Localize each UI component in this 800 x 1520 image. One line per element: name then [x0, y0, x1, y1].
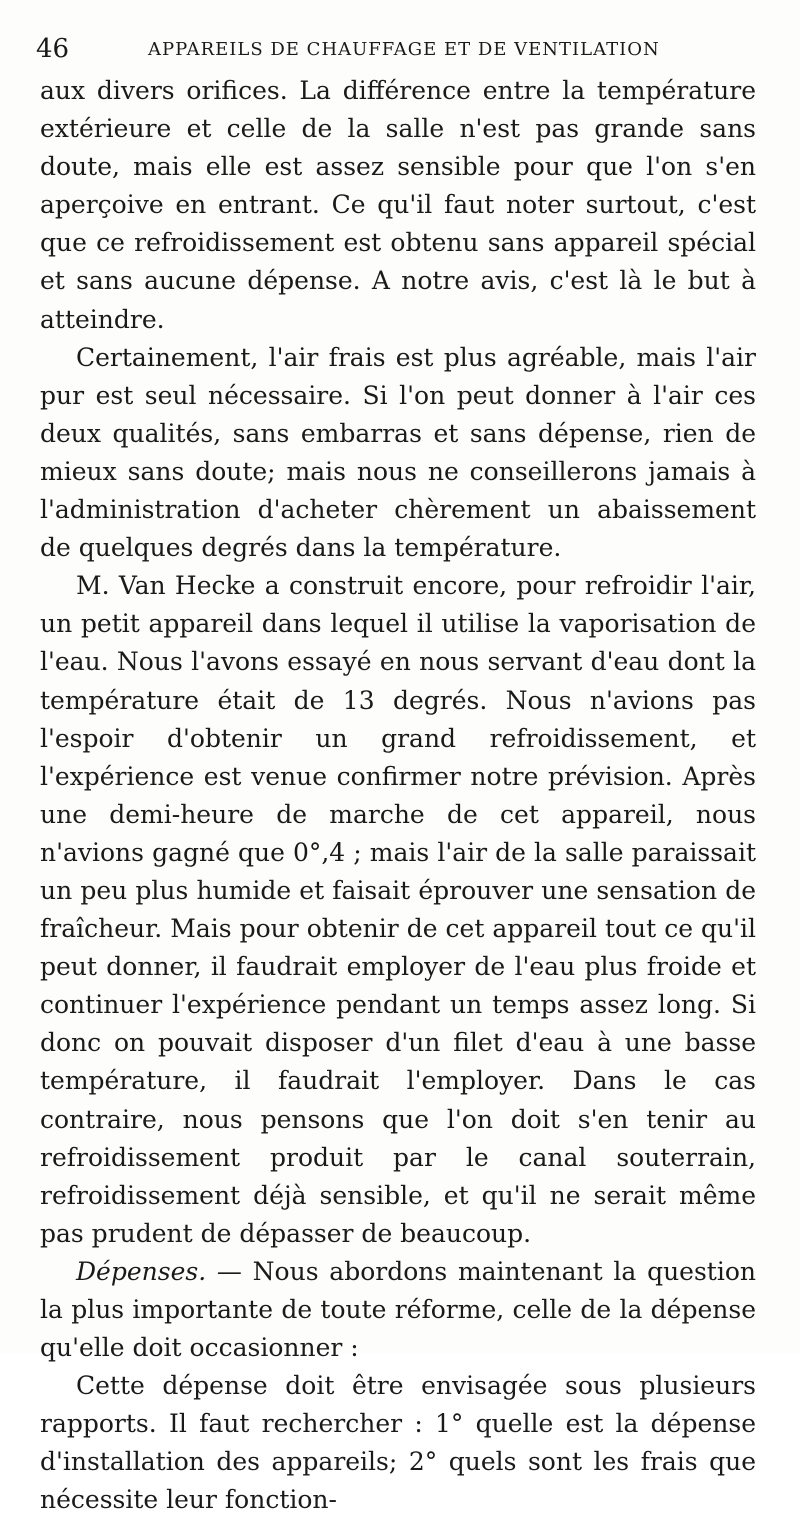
paragraph-text: aux divers orifices. La différence entre la température extérieure et celle de la salle n'est pas grande sans doute, mais elle est assez sensible pour que l'on s'en aperçoive en entrant. Ce qu'il faut noter surtout, c'est que ce refroidissement est obtenu sans appareil spécial et sans aucune dépense. A notre avis, c'est là le but à atteindre. [40, 76, 756, 334]
page-number: 46 [36, 34, 70, 64]
body-text [40, 72, 756, 1520]
paragraph-3 [40, 567, 756, 1253]
paragraph-1 [40, 72, 756, 339]
paragraph-5 [40, 1367, 756, 1519]
paragraph-text: — Nous abordons maintenant la question la plus importante de toute réforme, celle de la dépense qu'elle doit occasionner : [40, 1256, 756, 1363]
paragraph-text: Cette dépense doit être envisagée sous plusieurs rapports. Il faut rechercher : 1° quelle est la dépense d'installation des appareils; 2° quels sont les frais que nécessite leur fonction- [40, 1371, 756, 1515]
page-header [36, 34, 766, 68]
paragraph-4 [40, 1253, 756, 1367]
paragraph-text: Certainement, l'air frais est plus agréable, mais l'air pur est seul nécessaire. Si l'on peut donner à l'air ces deux qualités, sans embarras et sans dépense, rien de mieux sans doute; mais nous ne conseillerons jamais à l'administration d'acheter chèrement un abaissement de quelques degrés dans la température. [40, 342, 756, 563]
section-label: Dépenses. [76, 1256, 207, 1286]
running-head: APPAREILS DE CHAUFFAGE ET DE VENTILATION [148, 39, 660, 60]
paragraph-2 [40, 339, 756, 568]
paragraph-text: M. Van Hecke a construit encore, pour refroidir l'air, un petit appareil dans lequel il utilise la vaporisation de l'eau. Nous l'avons essayé en nous servant d'eau dont la température était de 13 degrés. Nous n'avions pas l'espoir d'obtenir un grand refroidissement, et l'expérience est venue confirmer notre prévision. Après une demi-heure de marche de cet appareil, nous n'avions gagné que 0°,4 ; mais l'air de la salle paraissait un peu plus humide et faisait éprouver une sensation de fraîcheur. Mais pour obtenir de cet appareil tout ce qu'il peut donner, il faudrait employer de l'eau plus froide et continuer l'expérience pendant un temps assez long. Si donc on pouvait disposer d'un filet d'eau à une basse température, il faudrait l'employer. Dans le cas contraire, nous pensons que l'on doit s'en tenir au refroidissement produit par le canal souterrain, refroidissement déjà sensible, et qu'il ne serait même pas prudent de dépasser de beaucoup. [40, 571, 756, 1248]
